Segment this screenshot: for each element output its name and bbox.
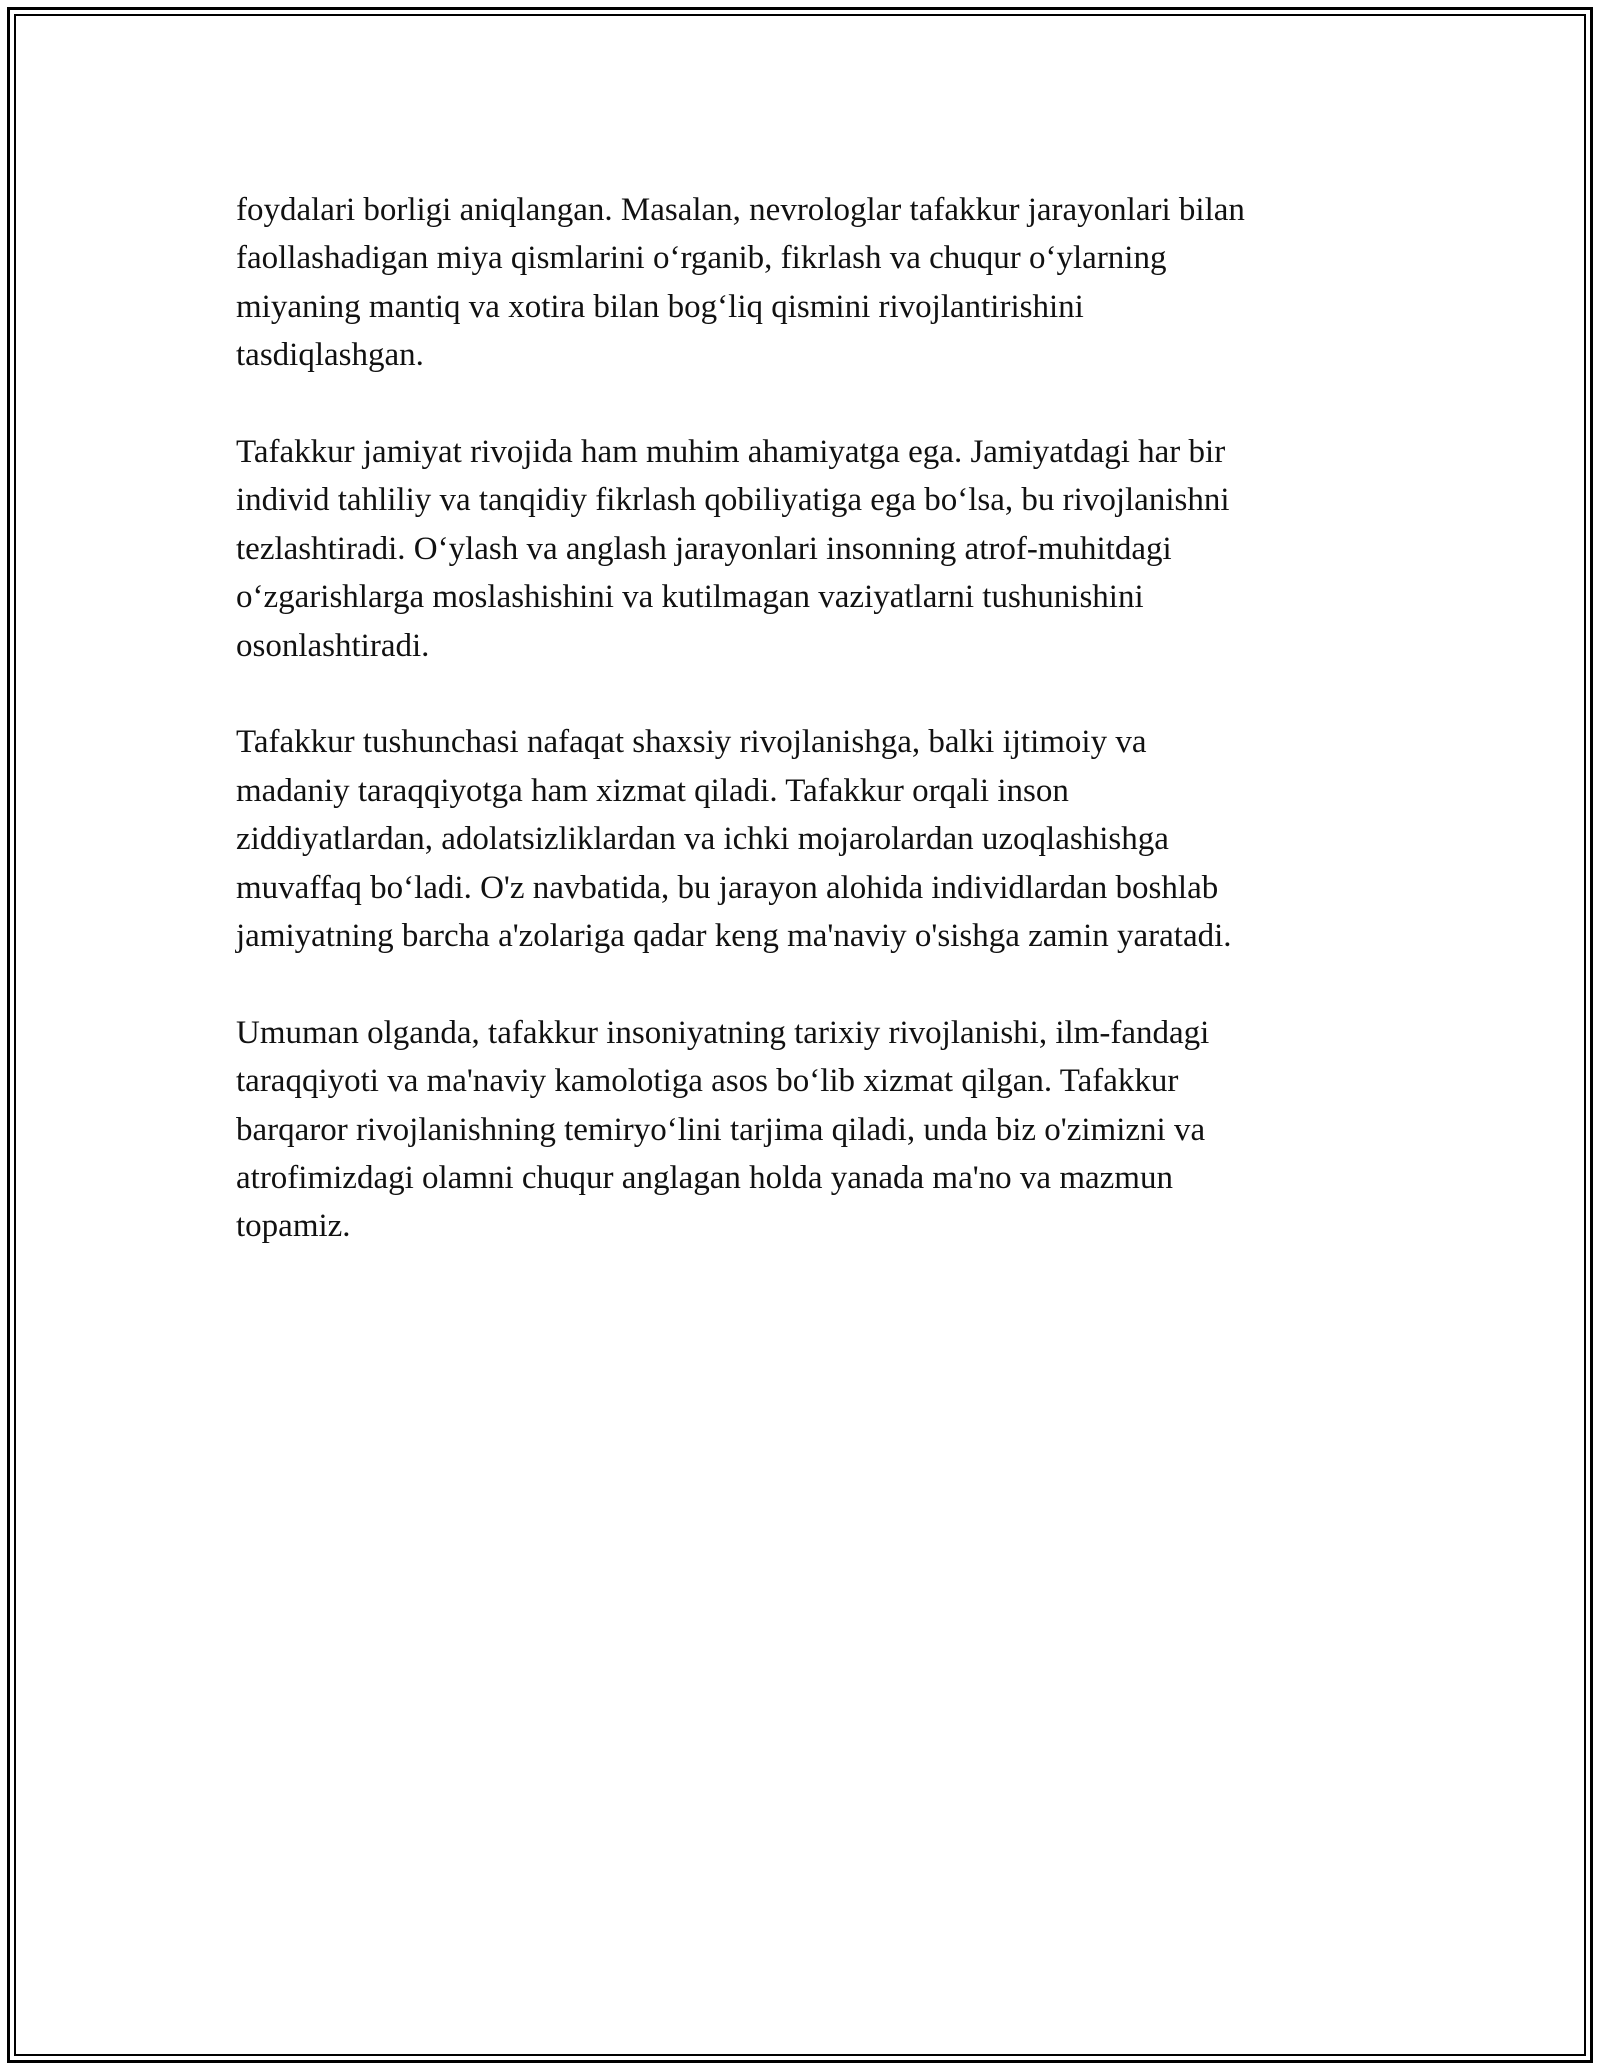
paragraph-2: Tafakkur jamiyat rivojida ham muhim ahamiyatga ega. Jamiyatdagi har bir individ tahliliy va tanqidiy fikrlash qobiliyatiga ega bo‘lsa, bu rivojlanishni tezlashtiradi. O‘ylash va anglash jarayonlari insonning atrof-muhitdagi o‘zgarishlarga moslashishini va kutilmagan vaziyatlarni tushunishini osonlashtiradi. xyxy=(236,434,1230,664)
paragraph-4: Umuman olganda, tafakkur insoniyatning tarixiy rivojlanishi, ilm-fandagi taraqqiyoti va ma'naviy kamolotiga asos bo‘lib xizmat qilgan. Tafakkur barqaror rivojlanishning temiryo‘lini tarjima qiladi, unda biz o'zimizni va atrofimizdagi olamni chuqur anglagan holda yanada ma'no va mazmun topamiz. xyxy=(236,1014,1210,1245)
document-body xyxy=(236,186,1366,1299)
paragraph-1: foydalari borligi aniqlangan. Masalan, nevrologlar tafakkur jarayonlari bilan faollashadigan miya qismlarini o‘rganib, fikrlash va chuqur o‘ylarning miyaning mantiq va xotira bilan bog‘liq qismini rivojlantirishini tasdiqlashgan. xyxy=(236,192,1245,374)
paragraph-3: Tafakkur tushunchasi nafaqat shaxsiy rivojlanishga, balki ijtimoiy va madaniy taraqqiyotga ham xizmat qiladi. Tafakkur orqali inson ziddiyatlardan, adolatsizliklardan va ichki mojarolardan uzoqlashishga muvaffaq bo‘ladi. O'z navbatida, bu jarayon alohida individlardan boshlab jamiyatning barcha a'zolariga qadar keng ma'naviy o'sishga zamin yaratadi. xyxy=(236,724,1232,955)
